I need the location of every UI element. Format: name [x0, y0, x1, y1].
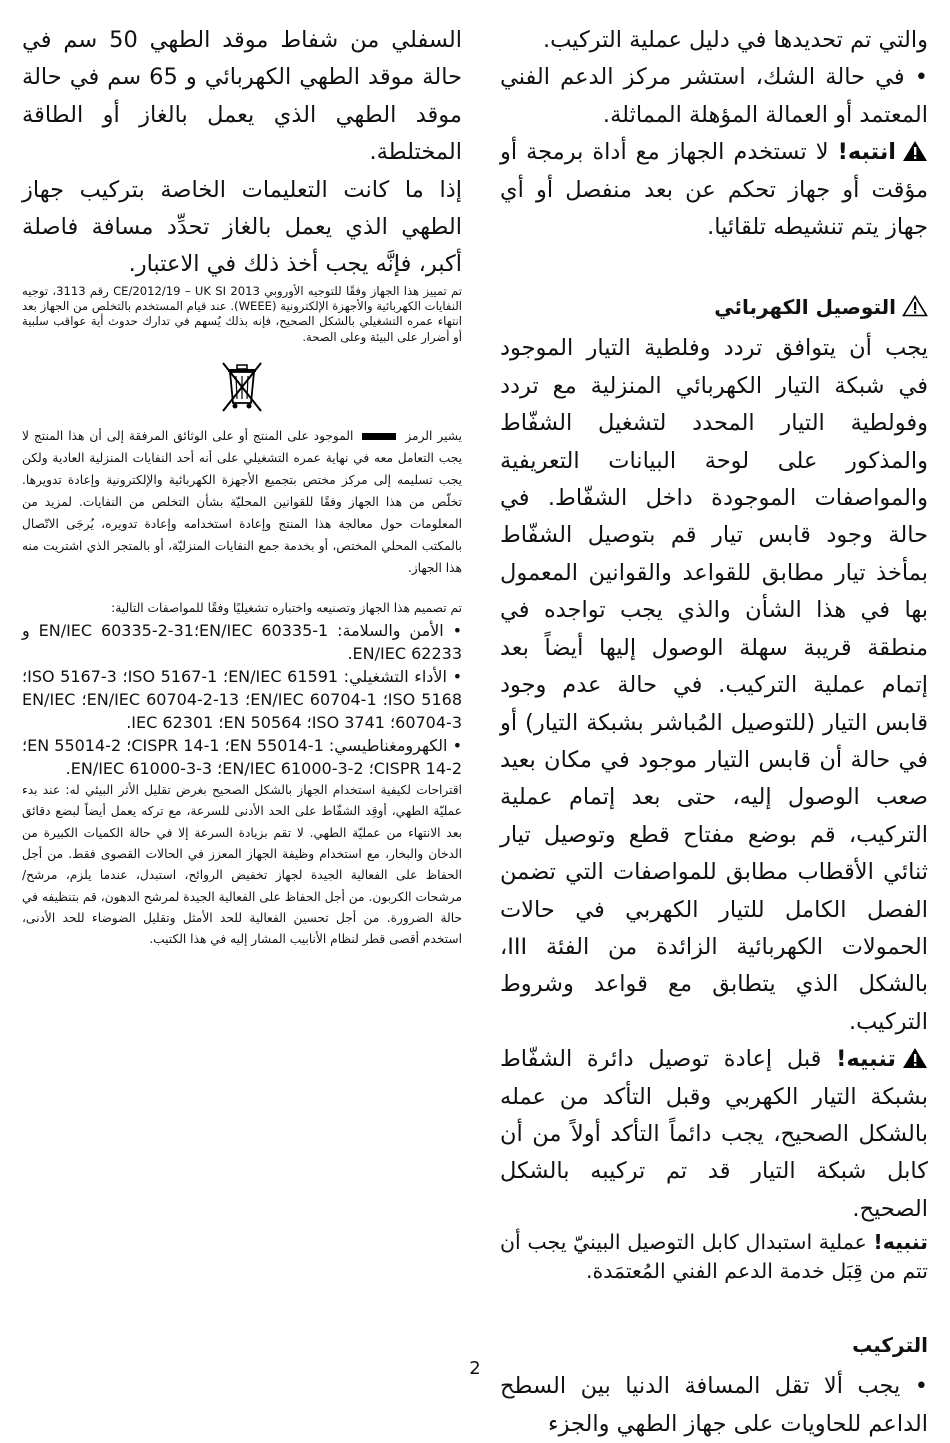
- crossed-out-bin-icon: [219, 359, 265, 417]
- paragraph-hob-distance: السفلي من شفاط موقد الطهي 50 سم في حالة موقد الطهي الكهربائي و 65 سم في حالة موقد الطهي الذي يعمل بالغاز أو الطاقة المختلطة.: [22, 27, 463, 166]
- paragraph-standards-safety: • الأمن والسلامة: EN/IEC 60335-1؛EN/IEC 60335-2-31 و EN/IEC 62233.: [22, 621, 463, 664]
- page-number: 2: [469, 1358, 481, 1379]
- warning-text: قبل إعادة توصيل دائرة الشفّاط بشبكة التيار الكهربي وقبل التأكد من عمله بالشكل الصحيح، يجب دائماً التأكد أولاً من أن كابل شبكة التيار قد تم تركيبه بالشكل الصحيح.: [500, 1046, 928, 1222]
- section-heading-installation: التركيب: [852, 1333, 928, 1358]
- warning-triangle-icon: [902, 140, 928, 162]
- black-bar-symbol-icon: [362, 433, 396, 440]
- paragraph-electrical-connection: يجب أن يتوافق تردد وفلطية التيار الموجود في شبكة التيار الكهربائي المنزلية مع تردد وفولطية التيار المحدد لتشغيل الشفّاط والمذكور على لوحة البيانات التعريفية والمواصفات الموجودة داخل الشفّاط. في حالة وجود قابس تيار قم بتوصيل الشفّاط بمأخذ تيار مطابق للقواعد والقوانين المعمول بها في هذا الشأن والذي يجب تواجده في منطقة قريبة سهلة الوصول إليها أيضاً بعد إتمام عملية التركيب. في حالة عدم وجود قابس التيار (للتوصيل المُباشر بشبكة التيار) أو في حالة أن قابس التيار موجود في مكان بعيد صعب الوصول إليه، حتى بعد إتمام عملية التركيب، قم بوضع مفتاح قطع وتوصيل تيار ثنائي الأقطاب مطابق للمواصفات التي تضمن الفصل الكامل للتيار الكهربي في حالات الحمولات الكهربائية الزائدة من الفئة III، بالشكل الذي يتطابق مع قواعد وشروط التركيب.: [500, 335, 928, 1035]
- paragraph-installation-guide-ref: والتي تم تحديدها في دليل عملية التركيب.: [542, 27, 928, 53]
- section-heading-electrical-text: التوصيل الكهربائي: [714, 295, 896, 320]
- left-column: [22, 22, 462, 1357]
- warning-cable-replacement: [500, 1228, 928, 1286]
- electrical-warning-icon: [902, 295, 928, 317]
- paragraph-standards-performance: • الأداء التشغيلي: EN/IEC 61591؛ ISO 5167-1؛ ISO 5167-3؛ ISO 5168؛ EN/IEC 60704-1؛ EN/IEC 60704-2-13؛ EN/IEC 60704-3؛ ISO 3741؛ EN 50564؛ IEC 62301.: [22, 667, 463, 733]
- paragraph-weee-directive: تم تمييز هذا الجهاز وفقًا للتوجيه الأوروبي CE/2012/19 – UK SI 2013 رقم 3113، توجيه النفايات الكهربائية والأجهزة الإلكترونية (WEEE). عند قيام المستخدم بالتخلص من الجهاز بعد انتهاء عمره التشغيلي بالشكل الصحيح، فإنه بذلك يُسهم في تدارك حدوث أية عواقب سلبية أو أضرار على البيئة وعلى الصحة.: [22, 283, 462, 344]
- warning-reconnect: [500, 1041, 928, 1228]
- paragraph-symbol-meaning: [22, 425, 462, 579]
- section-heading-electrical: [500, 292, 928, 322]
- symbol-text-after: الموجود على المنتج أو على الوثائق المرفقة إلى أن هذا المنتج لا يجب التعامل معه في نهاية عمره التشغيلي على أنه أحد النفايات المنزلية العادية ولكن يجب تسليمه إلى مركز مختص بتجميع الأجهزة الكهربائية والإلكترونية وإعادة تدويرها. تخلّص من هذا الجهاز وفقًا للقوانين المحليّة بشأن التخلص من النفايات. لمزيد من المعلومات حول معالجة هذا المنتج وإعادة استخدامه وإعادة تدويره، يُرجَى الاتّصال بالمكتب المحلي المختص، أو بخدمة جمع النفايات المنزليّة، أو بالمتجر الذي اشتريت منه هذا الجهاز.: [22, 429, 462, 576]
- warning-label: انتبه!: [837, 139, 896, 166]
- paragraph-standards-emc: • الكهرومغناطيسي: EN 55014-1؛ CISPR 14-1؛ EN 55014-2؛ CISPR 14-2؛ EN/IEC 61000-3-2؛ EN/IEC 61000-3-3.: [22, 736, 463, 779]
- paragraph-eco-tips: اقتراحات لكيفية استخدام الجهاز بالشكل الصحيح بغرض تقليل الأثر البيئي له: عند بدء عمليّة الطهي، أوقِد الشفّاط على الحد الأدنى للسرعة، مع تركه يعمل أيضاً لبضع دقائق بعد الانتهاء من عمليّة الطهي. لا تقم بزيادة السرعة إلا في حالة الكميات الكبيرة من الدخان والبخار، مع استخدام وظيفة الجهاز المعزز في الحالات القصوى فقط. من أجل الحفاظ على الفعالية الجيدة لجهاز تخفيض الروائح، استبدل، عندما يلزم، مرشح/مرشحات الكربون. من أجل الحفاظ على الفعالية الجيدة لمرشح الدهون، قم بتنظيفه في حالة الضرورة. من أجل تحسين الفعالية للحد الأمثل وتقليل الضوضاء للحد الأدنى، استخدم أقصى قطر لنظام الأنابيب المشار إليه في هذا الكتيب.: [22, 783, 462, 947]
- warning-triangle-icon: [902, 1047, 928, 1069]
- paragraph-doubt-support: • في حالة الشك، استشر مركز الدعم الفني المعتمد أو العمالة المؤهلة المماثلة.: [500, 64, 928, 128]
- warning-label: تنبيه!: [873, 1230, 928, 1255]
- warning-text: عملية استبدال كابل التوصيل البينيّ يجب أن تتم من قِبَل خدمة الدعم الفني المُعتمَدة.: [500, 1230, 928, 1284]
- paragraph-standards-intro: تم تصميم هذا الجهاز وتصنيعه واختباره تشغيليًا وفقًا للمواصفات التالية:: [111, 601, 462, 616]
- paragraph-gas-instructions: إذا ما كانت التعليمات الخاصة بتركيب جهاز الطهي الذي يعمل بالغاز تحدِّد مسافة فاصلة أكبر، فإنَّه يجب أخذ ذلك في الاعتبار.: [22, 176, 462, 278]
- warning-timer-device: [500, 134, 928, 246]
- warning-text: لا تستخدم الجهاز مع أداة برمجة أو مؤقت أو جهاز تحكم عن بعد منفصل أو أي جهاز يتم تنشيطه تلقائيا.: [500, 139, 928, 241]
- paragraph-installation-distance: • يجب ألا تقل المسافة الدنيا بين السطح الداعم للحاويات على جهاز الطهي والجزء: [500, 1373, 928, 1437]
- right-column: [500, 22, 928, 1437]
- warning-label: تنبيه!: [836, 1046, 896, 1073]
- symbol-text-before: يشير الرمز: [405, 429, 463, 444]
